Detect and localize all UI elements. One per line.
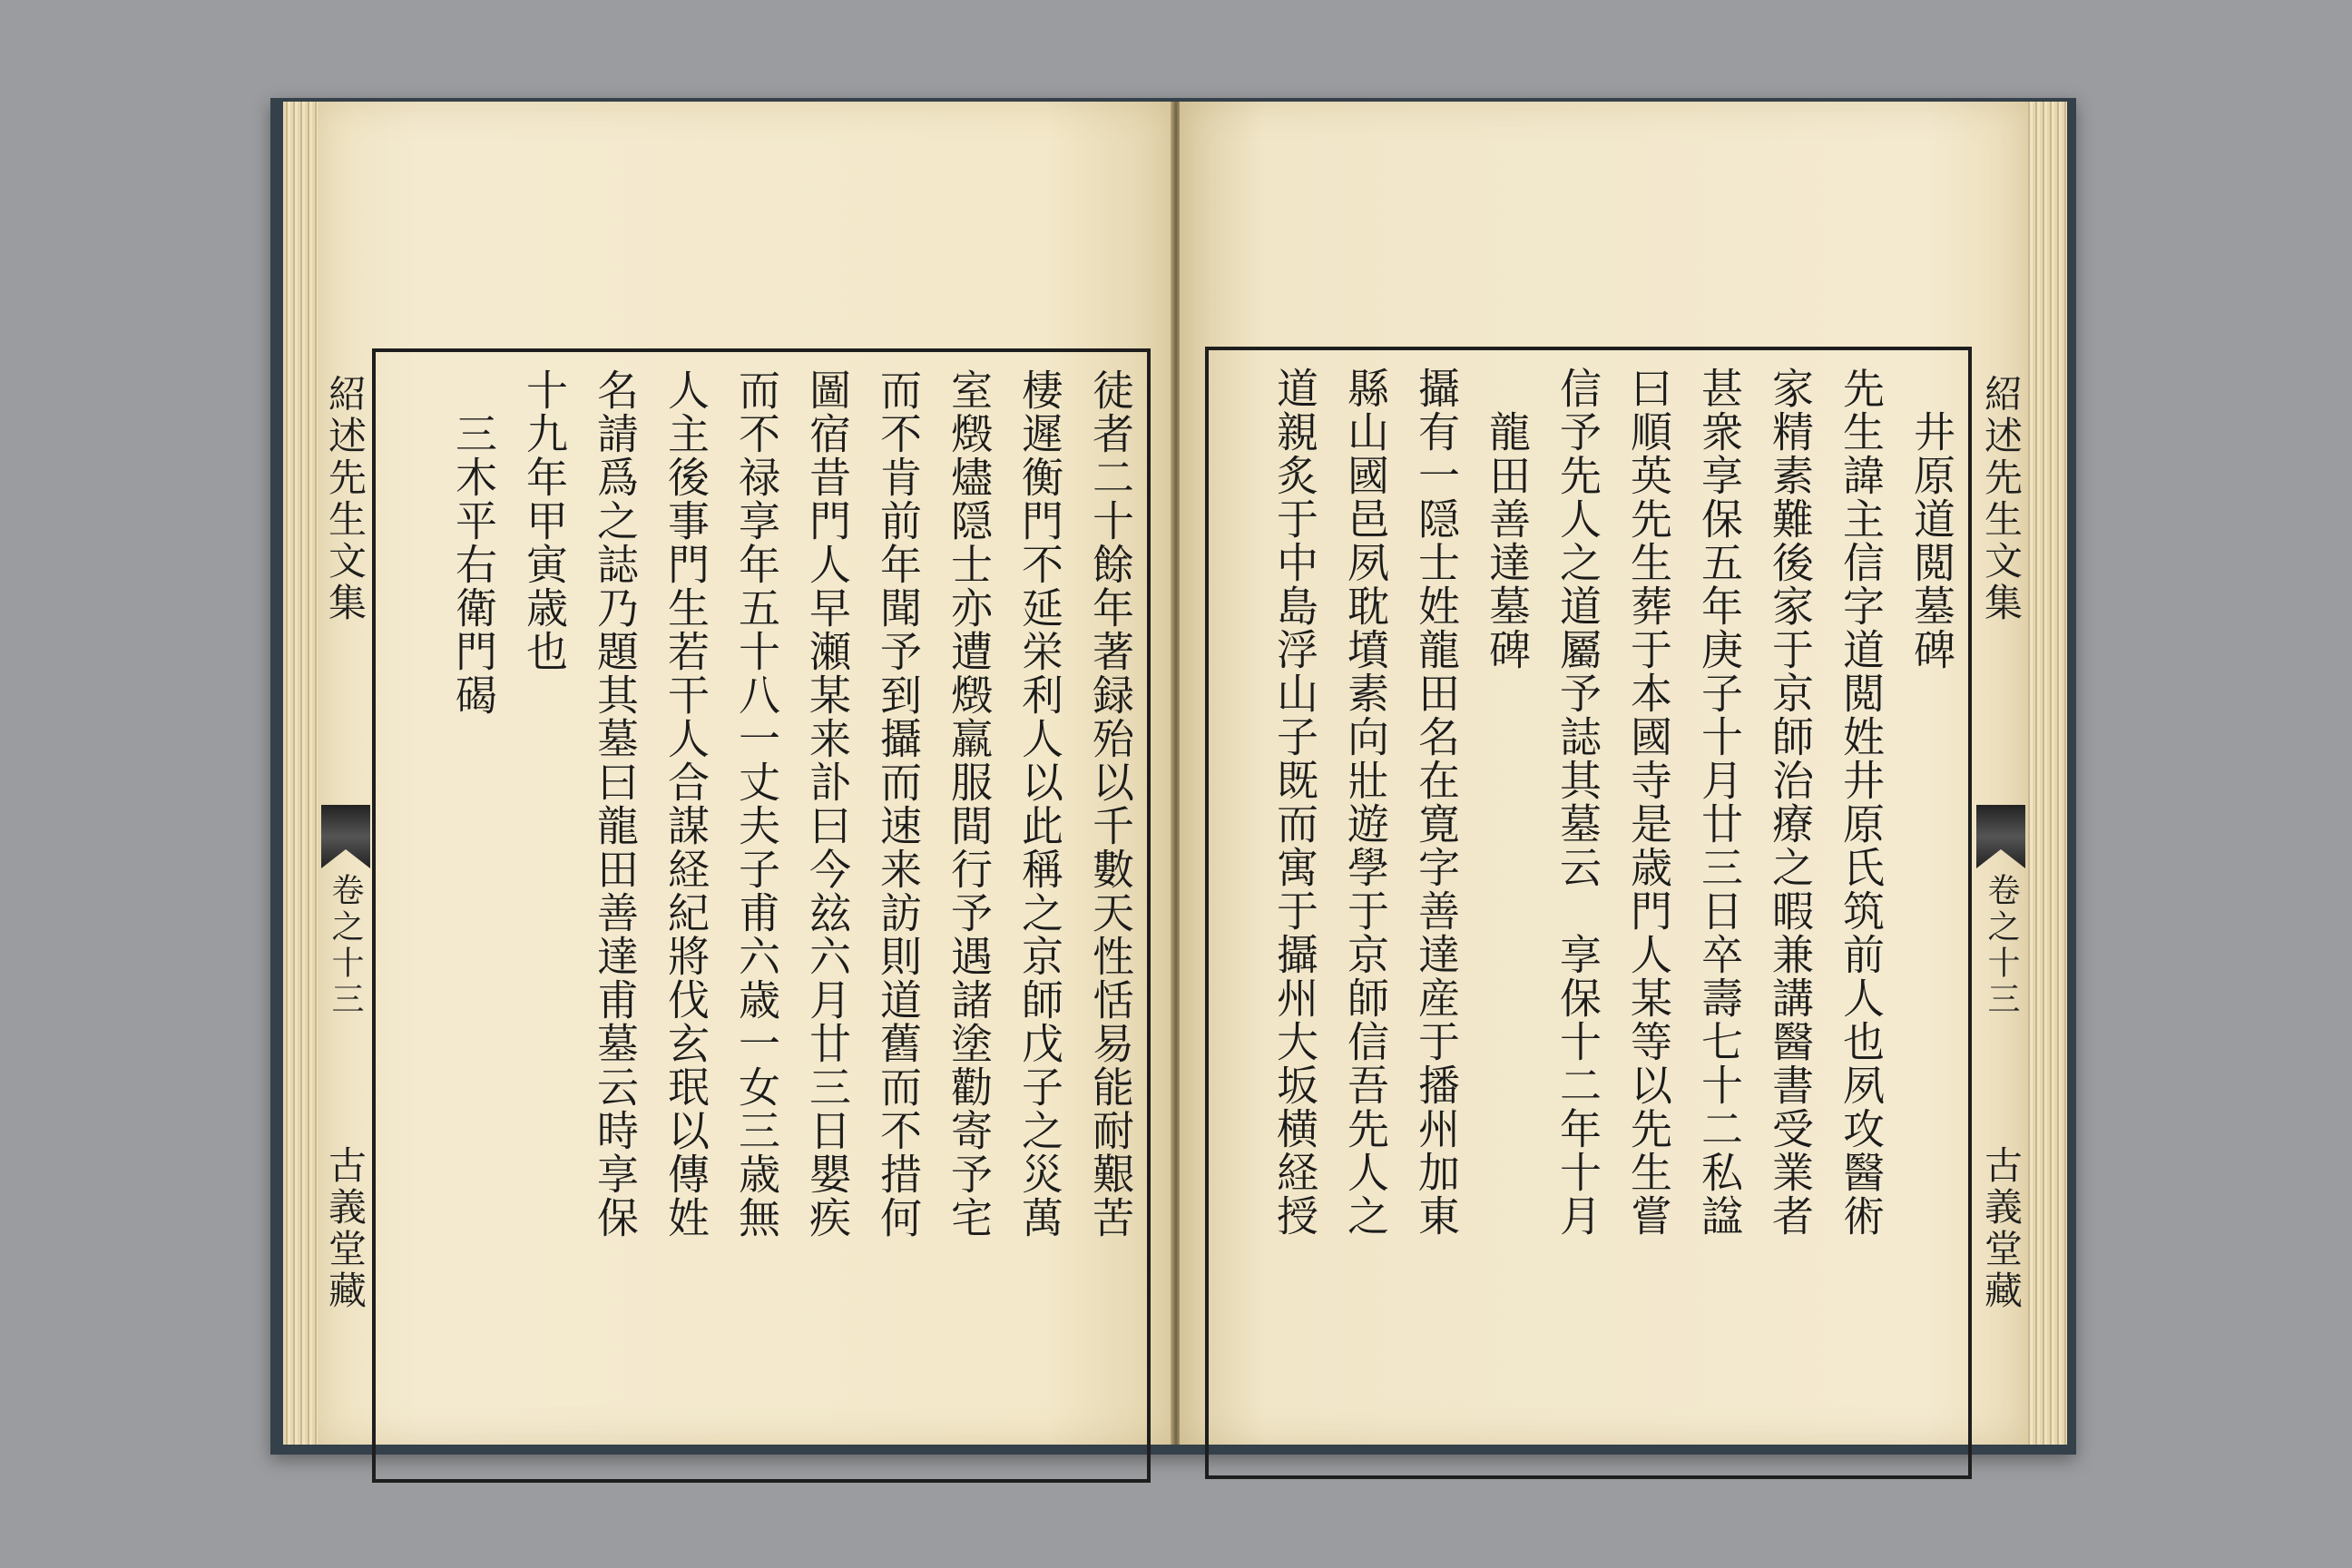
- right-page-edges: [2025, 102, 2067, 1445]
- text-column: 棲遲衡門不延栄利人以此稱之京師戊子之災萬: [1015, 368, 1064, 1240]
- text-column: 家精素難後家于京師治療之暇兼講醫書受業者: [1766, 367, 1815, 1238]
- text-column: 而不肯前年聞予到攝而速来訪則道舊而不措何: [874, 368, 923, 1240]
- left-margin-title: 紹述先生文集: [323, 374, 368, 624]
- right-text-frame: [1205, 347, 1972, 1479]
- left-page-edges: [283, 102, 321, 1445]
- text-column: 曰順英先生葬于本國寺是歳門人某等以先生嘗: [1624, 367, 1673, 1238]
- text-column: 而不禄享年五十八一丈夫子甫六歳一女三歳無: [732, 368, 781, 1240]
- fish-tail-mark-icon: [1976, 805, 2025, 868]
- text-column: 人主後事門生若干人合謀経紀將伐玄珉以傳姓: [662, 368, 710, 1240]
- text-column: 攝有一隠士姓龍田名在寛字善達産于播州加東: [1412, 367, 1461, 1238]
- right-margin-volume: 卷之十三: [1983, 873, 2020, 1018]
- left-page: [318, 102, 1173, 1445]
- text-column: 信予先人之道屬予誌其墓云 享保十二年十月: [1553, 367, 1602, 1238]
- text-column: 先生諱主信字道閲姓井原氏筑前人也夙攻醫術: [1837, 367, 1886, 1238]
- text-column: 甚衆享保五年庚子十月廿三日卒壽七十二私諡: [1695, 367, 1744, 1238]
- right-page: [1180, 102, 2028, 1445]
- text-column: 圖宿昔門人早瀬某来訃曰今玆六月廿三日嬰疾: [803, 368, 852, 1240]
- text-column: 十九年甲寅歳也: [520, 368, 569, 673]
- left-margin-volume: 卷之十三: [327, 873, 364, 1018]
- text-column: 室燬燼隠士亦遭燬羸服間行予遇諸塗勸寄予宅: [945, 368, 994, 1240]
- text-column: 井原道閲墓碑: [1907, 367, 1956, 671]
- left-text-frame: [372, 348, 1151, 1483]
- left-margin-publisher: 古義堂藏: [323, 1145, 368, 1312]
- text-column: 徒者二十餘年著録殆以千數天性恬易能耐艱苦: [1086, 368, 1135, 1240]
- text-column: 龍田善達墓碑: [1483, 367, 1532, 671]
- text-column: 名請爲之誌乃題其墓曰龍田善達甫墓云時享保: [591, 368, 640, 1240]
- right-margin-publisher: 古義堂藏: [1979, 1145, 2024, 1312]
- text-column: 道親炙于中島浮山子既而寓于攝州大坂横経授: [1270, 367, 1319, 1238]
- text-column: 三木平右衛門碣: [449, 368, 498, 717]
- fish-tail-mark-icon: [321, 805, 370, 868]
- right-margin-title: 紹述先生文集: [1979, 374, 2024, 624]
- text-column: 縣山國邑夙耽墳素向壯遊學于京師信吾先人之: [1341, 367, 1390, 1238]
